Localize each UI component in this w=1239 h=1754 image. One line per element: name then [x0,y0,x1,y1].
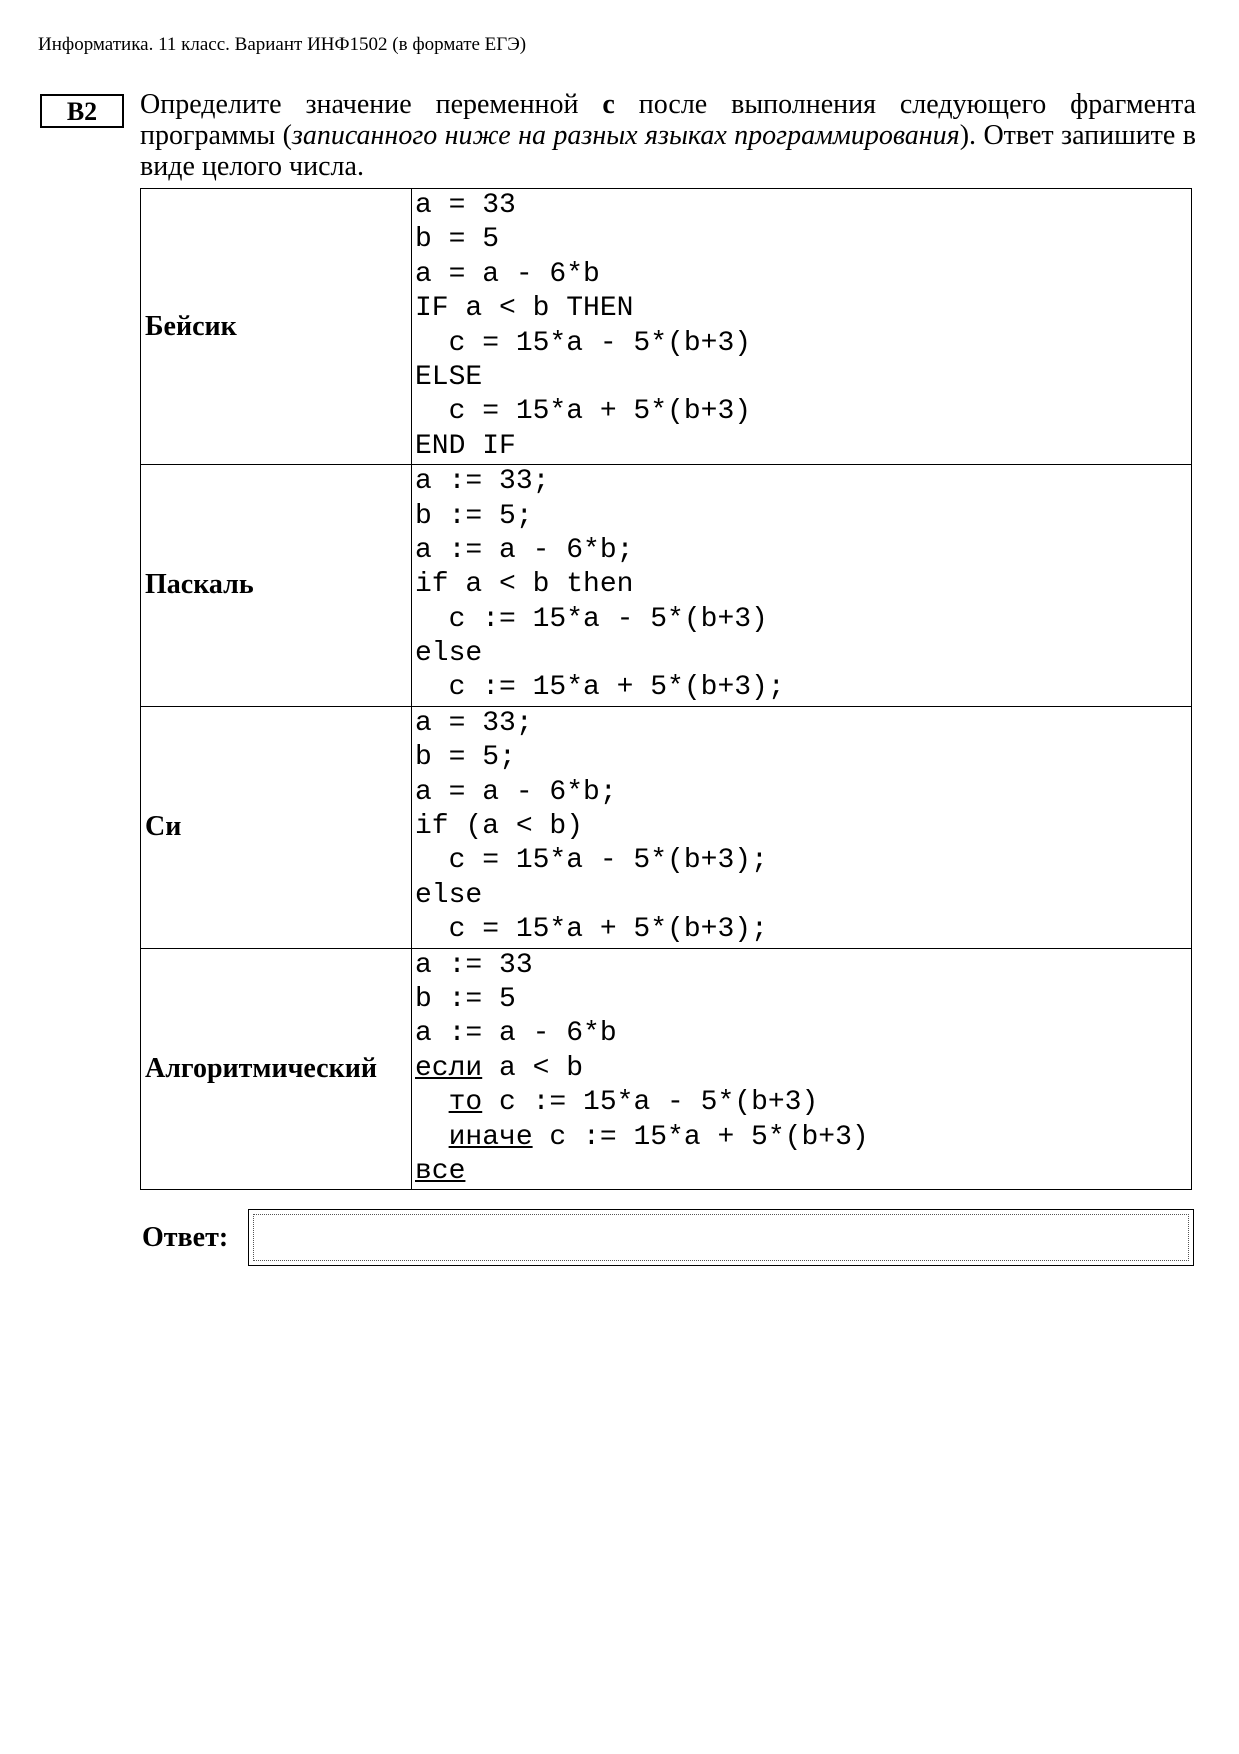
code-table [140,188,1192,1190]
task-question [140,89,1196,182]
code-line: IF a < b THEN [415,293,634,325]
code-cell [412,948,1192,1190]
code-indent [415,1122,449,1153]
code-cell [412,465,1192,707]
code-line [415,1017,1191,1051]
code-text: a < b [482,1052,584,1084]
code-line: if (a < b) [415,811,584,843]
code-keyword: все [415,1155,466,1187]
code-line: if a < b then [415,569,634,601]
code-text: c := 15*a + 5*(b+3) [532,1121,869,1153]
code-line: ELSE [415,361,483,393]
code-line: a = 33 [415,190,516,221]
code-row [141,189,1192,465]
page-header: Информатика. 11 класс. Вариант ИНФ1502 (в формате ЕГЭ) [38,34,527,55]
code-line: a := a - 6*b; [415,534,634,566]
code-line: c = 15*a - 5*(b+3); [415,845,768,877]
code-line [415,949,1191,983]
code-keyword: то [448,1087,483,1119]
language-name: Си [141,706,412,948]
question-text-3: ). Ответ запишите в виде целого числа. [140,120,1196,182]
answer-input-box[interactable] [248,1209,1194,1266]
code-keyword: если [415,1052,483,1084]
question-text-2: после выполнения следующего фрагмента программы ( [140,89,1196,151]
code-cell [412,189,1192,465]
code-line: b := 5; [415,500,533,532]
language-name: Алгоритмический [141,948,412,1190]
code-line: else [415,879,483,911]
code-line [415,1121,1191,1155]
question-text-1: Определите значение переменной [140,89,603,120]
code-cell [412,706,1192,948]
code-line: a = a - 6*b; [415,776,617,808]
code-line: c = 15*a - 5*(b+3) [415,327,752,359]
code-indent [415,1087,449,1118]
code-line: END IF [415,430,516,462]
code-line: b = 5 [415,224,500,256]
question-text-italic: записанного ниже на разных языках программирования [291,120,960,151]
code-line [415,983,1191,1017]
code-line: else [415,638,483,670]
code-line: a = a - 6*b [415,258,600,290]
code-line: b = 5; [415,742,516,774]
code-line [415,1086,1191,1120]
code-text: b := 5 [415,983,516,1015]
task-number-badge: B2 [40,94,124,128]
code-line: c = 15*a + 5*(b+3); [415,914,768,946]
language-name: Бейсик [141,189,412,465]
code-row [141,465,1192,707]
code-row [141,706,1192,948]
code-text: a := a - 6*b [415,1018,617,1050]
answer-label: Ответ: [142,1222,229,1253]
code-text: c := 15*a - 5*(b+3) [482,1087,819,1119]
code-line: a = 33; [415,707,533,739]
language-name: Паскаль [141,465,412,707]
code-line [415,1052,1191,1086]
code-line: a := 33; [415,466,550,498]
code-line: c := 15*a - 5*(b+3) [415,603,768,635]
answer-input-field[interactable] [253,1214,1189,1261]
code-line: c := 15*a + 5*(b+3); [415,672,785,704]
code-line [415,1155,1191,1189]
code-line: c = 15*a + 5*(b+3) [415,396,752,428]
question-variable: c [602,89,615,120]
code-row [141,948,1192,1190]
code-text: a := 33 [415,949,533,981]
code-keyword: иначе [448,1121,533,1153]
